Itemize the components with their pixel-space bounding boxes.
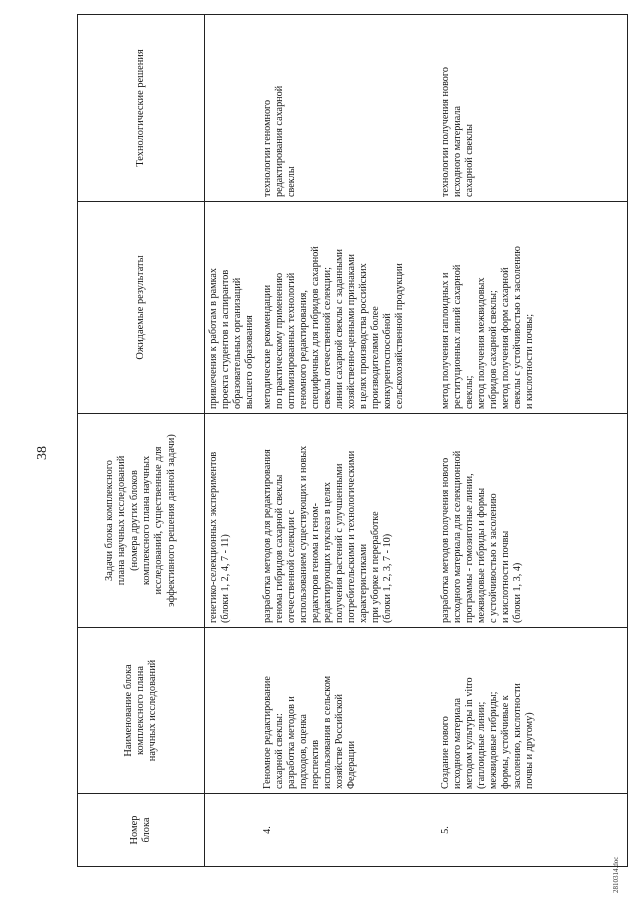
block-tasks-cell: разработка методов для редактирования генома гибридов сахарной свеклы отечественной селекции с использованием существующих и новых редакторов генома и геном- редактирующих нуклеаз в целях получения растений с улучшенными потребительскими и технологическими характеристиками при уборке и переработке (блоки 1, 2, 3, 7 - 10) xyxy=(259,414,437,628)
block-number-cell xyxy=(205,794,260,867)
expected-results-cell: методические рекомендации по практическому применению оптимизированных технологий геномного редактирования, специфичных для гибридов сахарной свеклы отечественной селекции; линии сахарной свеклы с заданными хозяйственно-ценными признаками в целях производства российских производителями более конкурентоспособной сельскохозяйственной продукции xyxy=(259,202,437,414)
block-number-cell: 5. xyxy=(437,794,627,867)
table-row xyxy=(205,15,260,867)
header-tech-solutions: Технологические решения xyxy=(78,15,205,202)
block-name-cell xyxy=(205,628,260,794)
footer-doc-code: 2810314.doc xyxy=(612,856,620,893)
header-expected-results: Ожидаемые результаты xyxy=(78,202,205,414)
header-block-name: Наименование блока комплексного плана научных исследований xyxy=(78,628,205,794)
header-block-number: Номер блока xyxy=(78,794,205,867)
block-tasks-cell: разработка методов получения нового исходного материала для селекционной программы - гомозиготные линии, межвидовые гибриды и формы с устойчивостью к засолению и кислотности почвы (блоки 1, 3, 4) xyxy=(437,414,627,628)
block-tasks-cell: генетико-селекционных экспериментов (блоки 1, 2, 4, 7 - 11) xyxy=(205,414,260,628)
page-number: 38 xyxy=(35,446,50,460)
block-number-cell: 4. xyxy=(259,794,437,867)
table-row xyxy=(259,15,437,867)
table-row xyxy=(437,15,627,867)
expected-results-cell: метод получения гаплоидных и реституционных линий сахарной свеклы; метод получения межвидовых гибридов сахарной свеклы; метод получения форм сахарной свеклы с устойчивостью к засолению и кислотности почвы; xyxy=(437,202,627,414)
header-block-tasks: Задачи блока комплексного плана научных исследований (номера других блоков комплексного плана научных исследований, существенные для эффективного решения данной задачи) xyxy=(78,414,205,628)
tech-solutions-cell: технологии геномного редактирования сахарной свеклы xyxy=(259,15,437,202)
expected-results-cell: привлечения к работам в рамках проекта студентов и аспирантов образовательных организаций высшего образования xyxy=(205,202,260,414)
block-name-cell: Геномное редактирование сахарной свеклы: разработка методов и подходов, оценка перспектив использования в сельском хозяйстве Российской Федерации xyxy=(259,628,437,794)
block-name-cell: Создание нового исходного материала методом культуры in vitro (гаплоидные линии; межвидовые гибриды; формы, устойчивые к засолению, кислотности почвы и другому) xyxy=(437,628,627,794)
research-plan-table xyxy=(77,14,628,867)
tech-solutions-cell xyxy=(205,15,260,202)
table-header-row xyxy=(78,15,205,867)
tech-solutions-cell: технологии получения нового исходного материала сахарной свеклы xyxy=(437,15,627,202)
